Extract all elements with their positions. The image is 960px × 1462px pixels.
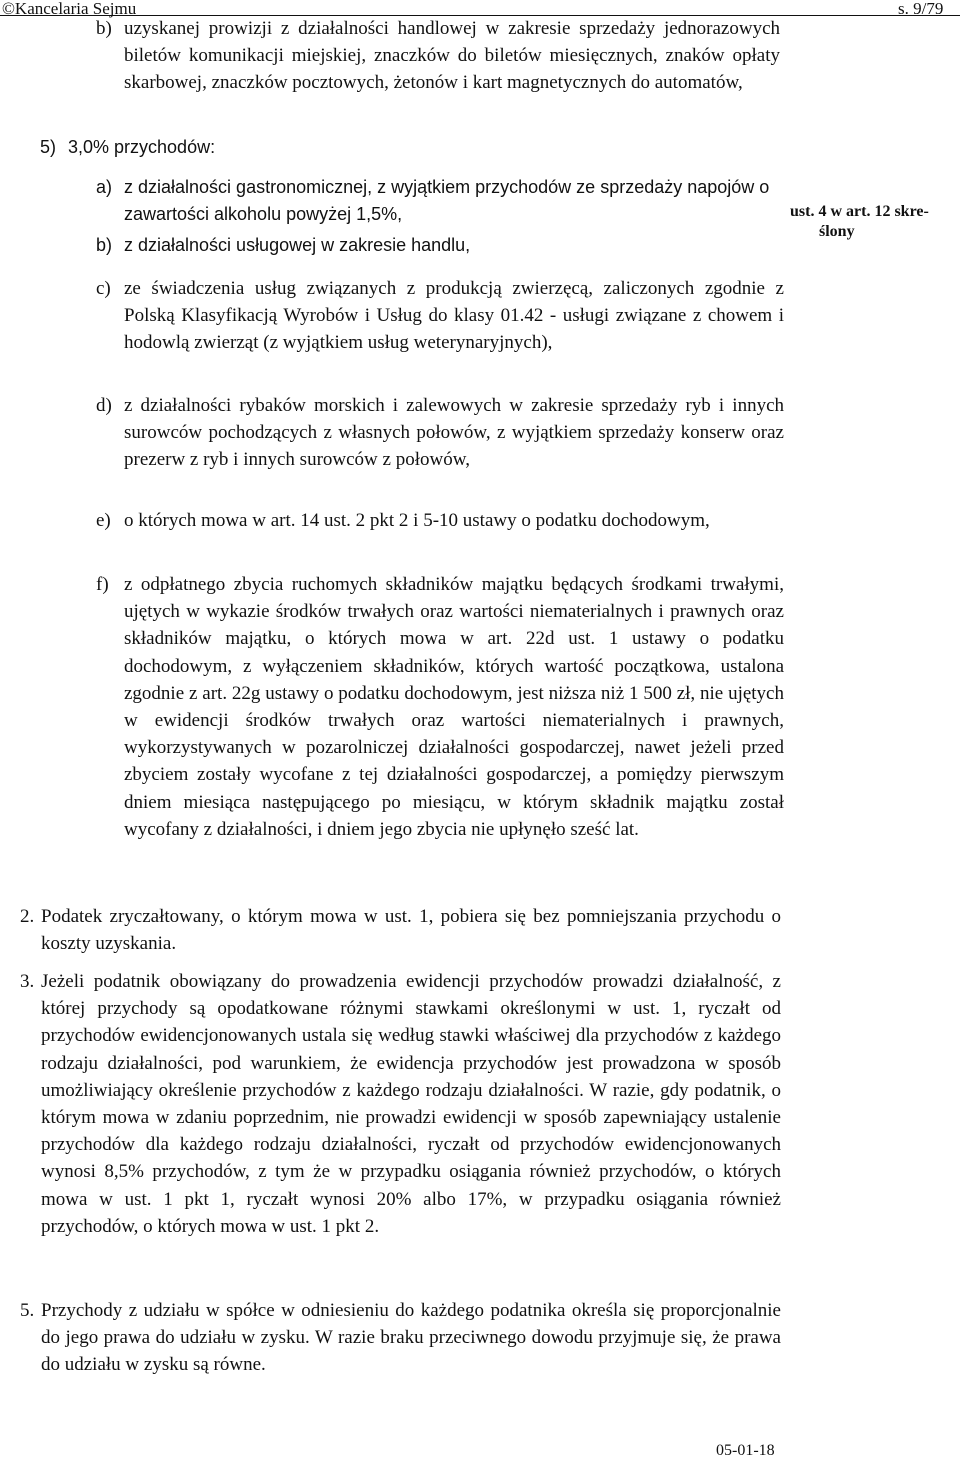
para-3-text: Jeżeli podatnik obowiązany do prowadzenia ewidencji przychodów prowadzi działalność, z której przychody są opodatkowane różnymi stawkami określonymi w ust. 1, ryczałt od przychodów ewidencjonowanych ustala się według stawki właściwej dla przychodów z każdego rodzaju działalności, pod warunkiem, że ewidencja przychodów jest prowadzona w sposób umożliwiający określenie przychodów z każdego rodzaju działalności. W razie, gdy podatnik, o którym mowa w zdaniu poprzednim, nie prowadzi ewidencji w sposób zapewniający ustalenie przychodów dla każdego rodzaju działalności, ryczałt od przychodów ewidencjonowanych wynosi 8,5% przychodów, z tym że w przypadku osiągania również przychodów, o których mowa w ust. 1 pkt 1, ryczałt wynosi 20% albo 17%, w przypadku osiągania również przychodów, o których mowa w ust. 1 pkt 2. [41, 971, 781, 1237]
para-2-label: 2. [20, 906, 35, 927]
page-number: s. 9/79 [898, 0, 944, 18]
sub-c-label: c) [96, 278, 111, 299]
sub-f-label: f) [96, 574, 109, 595]
sub-d-label: d) [96, 395, 112, 416]
item-5-label: 5) [40, 137, 57, 157]
margin-note-line2: ślony [819, 223, 855, 240]
sub-e-label: e) [96, 510, 111, 531]
publisher-label: ©Kancelaria Sejmu [2, 0, 137, 18]
item-b-upper-label: b) [96, 18, 112, 39]
item-5-text: 3,0% przychodów: [68, 137, 216, 157]
sub-a-label: a) [96, 177, 113, 197]
sub-f-text: z odpłatnego zbycia ruchomych składników majątku będących środkami trwałymi, ujętych w wykazie środków trwałych oraz wartości niematerialnych i prawnych oraz składników majątku, o których mowa w art. 22d ust. 1 ustawy o podatku dochodowym, z wyłączeniem składników, których wartość początkowa, ustalona zgodnie z art. 22g ustawy o podatku dochodowym, jest niższa niż 1 500 zł, nie ujętych w ewidencji środków trwałych oraz wartości niematerialnych i prawnych, wykorzystywanych w pozarolniczej działalności gospodarczej, nawet jeżeli przed zbyciem zostały wycofane z tej działalności gospodarczej, a pomiędzy pierwszym dniem miesiąca następującego po miesiącu, w którym składnik majątku został wycofany z działalności, i dniem jego zbycia nie upłynęło sześć lat. [124, 574, 784, 840]
para-5-label: 5. [20, 1300, 35, 1321]
sub-e-text: o których mowa w art. 14 ust. 2 pkt 2 i 5-10 ustawy o podatku dochodowym, [124, 510, 710, 531]
sub-b-label: b) [96, 235, 113, 255]
sub-a-text: z działalności gastronomicznej, z wyjątkiem przychodów ze sprzedaży napojów o zawartości alkoholu powyżej 1,5%, [124, 177, 770, 225]
sub-d-text: z działalności rybaków morskich i zalewowych w zakresie sprzedaży ryb i innych surowców pochodzących z własnych połowów, z wyjątkiem sprzedaży konserw oraz prezerw z ryb i innych surowców z połowów, [124, 395, 784, 471]
item-b-upper-text: uzyskanej prowizji z działalności handlowej w zakresie sprzedaży jednorazowych biletów komunikacji miejskiej, znaczków do biletów miesięcznych, znaków opłaty skarbowej, znaczków pocztowych, żetonów i kart magnetycznych do automatów, [124, 18, 780, 94]
para-5-text: Przychody z udziału w spółce w odniesieniu do każdego podatnika określa się proporcjonalnie do jego prawa do udziału w zysku. W razie braku przeciwnego dowodu przyjmuje się, że prawa do udziału w zysku są równe. [41, 1300, 781, 1376]
para-2-text: Podatek zryczałtowany, o którym mowa w ust. 1, pobiera się bez pomniejszania przychodu o koszty uzyskania. [41, 906, 781, 955]
margin-note-line1: ust. 4 w art. 12 skre- [790, 203, 929, 220]
footer-date: 05-01-18 [716, 1442, 775, 1459]
margin-note [790, 202, 960, 242]
sub-b-text: z działalności usługowej w zakresie handlu, [124, 235, 471, 255]
para-3-label: 3. [20, 971, 35, 992]
sub-c-text: ze świadczenia usług związanych z produkcją zwierzęcą, zaliczonych zgodnie z Polską Klasyfikacją Wyrobów i Usług do klasy 01.42 - usługi związane z chowem i hodowlą zwierząt (z wyjątkiem usług weterynaryjnych), [124, 278, 784, 354]
